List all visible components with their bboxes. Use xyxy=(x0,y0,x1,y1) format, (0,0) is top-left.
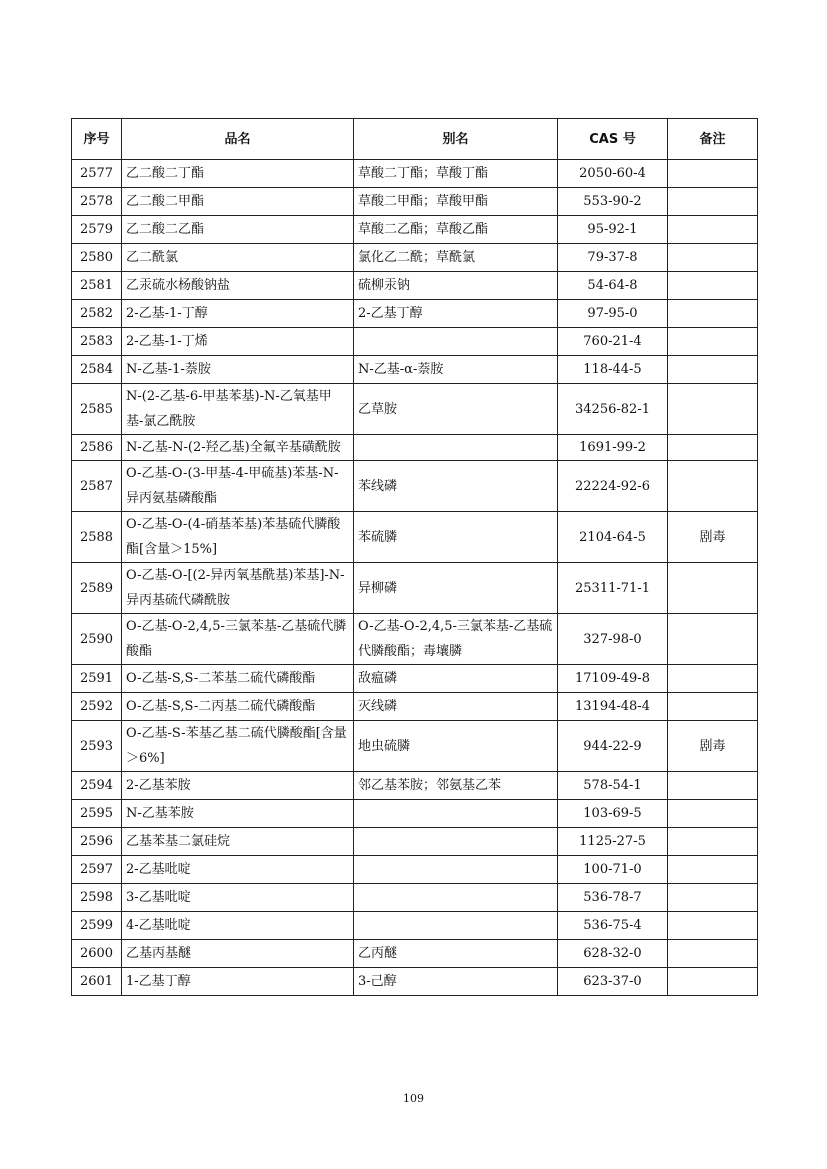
name-cell: 3-乙基吡啶 xyxy=(122,884,354,912)
cas-cell: 22224-92-6 xyxy=(558,461,668,512)
alias-cell: 苯硫膦 xyxy=(354,512,558,563)
table-row xyxy=(72,772,758,800)
table-row xyxy=(72,512,758,563)
table-row xyxy=(72,856,758,884)
alias-cell: 苯线磷 xyxy=(354,461,558,512)
cas-cell: 578-54-1 xyxy=(558,772,668,800)
alias-cell xyxy=(354,912,558,940)
table-row xyxy=(72,884,758,912)
table-row xyxy=(72,693,758,721)
note-cell xyxy=(668,384,758,435)
cas-cell: 97-95-0 xyxy=(558,300,668,328)
alias-cell: 草酸二乙酯；草酸乙酯 xyxy=(354,216,558,244)
note-cell xyxy=(668,356,758,384)
seq-cell: 2594 xyxy=(72,772,122,800)
table-row xyxy=(72,328,758,356)
seq-cell: 2589 xyxy=(72,563,122,614)
name-cell: 乙二酸二乙酯 xyxy=(122,216,354,244)
note-cell xyxy=(668,160,758,188)
name-cell: N-乙基-1-萘胺 xyxy=(122,356,354,384)
alias-cell: 乙丙醚 xyxy=(354,940,558,968)
cas-cell: 34256-82-1 xyxy=(558,384,668,435)
cas-cell: 103-69-5 xyxy=(558,800,668,828)
table-row xyxy=(72,272,758,300)
seq-cell: 2587 xyxy=(72,461,122,512)
table-row xyxy=(72,160,758,188)
table-row xyxy=(72,721,758,772)
cas-cell: 628-32-0 xyxy=(558,940,668,968)
seq-cell: 2584 xyxy=(72,356,122,384)
note-cell xyxy=(668,188,758,216)
cas-cell: 623-37-0 xyxy=(558,968,668,996)
note-cell xyxy=(668,968,758,996)
header-cas: CAS 号 xyxy=(558,119,668,160)
note-cell: 剧毒 xyxy=(668,721,758,772)
name-cell: 2-乙基-1-丁醇 xyxy=(122,300,354,328)
table-row xyxy=(72,188,758,216)
table-row xyxy=(72,968,758,996)
name-cell: 乙基苯基二氯硅烷 xyxy=(122,828,354,856)
note-cell xyxy=(668,912,758,940)
note-cell xyxy=(668,614,758,665)
note-cell xyxy=(668,563,758,614)
name-cell: 乙二酸二甲酯 xyxy=(122,188,354,216)
note-cell xyxy=(668,665,758,693)
seq-cell: 2585 xyxy=(72,384,122,435)
seq-cell: 2598 xyxy=(72,884,122,912)
name-cell: O-乙基-O-2,4,5-三氯苯基-乙基硫代膦酸酯 xyxy=(122,614,354,665)
name-cell: O-乙基-O-(4-硝基苯基)苯基硫代膦酸酯[含量＞15%] xyxy=(122,512,354,563)
note-cell xyxy=(668,884,758,912)
header-note: 备注 xyxy=(668,119,758,160)
cas-cell: 1691-99-2 xyxy=(558,435,668,461)
alias-cell: 邻乙基苯胺；邻氨基乙苯 xyxy=(354,772,558,800)
table-row xyxy=(72,665,758,693)
seq-cell: 2578 xyxy=(72,188,122,216)
note-cell xyxy=(668,244,758,272)
seq-cell: 2600 xyxy=(72,940,122,968)
alias-cell: 草酸二甲酯；草酸甲酯 xyxy=(354,188,558,216)
cas-cell: 2104-64-5 xyxy=(558,512,668,563)
name-cell: 2-乙基-1-丁烯 xyxy=(122,328,354,356)
alias-cell: 敌瘟磷 xyxy=(354,665,558,693)
table-row xyxy=(72,912,758,940)
table-row xyxy=(72,384,758,435)
name-cell: N-乙基-N-(2-羟乙基)全氟辛基磺酰胺 xyxy=(122,435,354,461)
cas-cell: 95-92-1 xyxy=(558,216,668,244)
alias-cell xyxy=(354,884,558,912)
table-row xyxy=(72,614,758,665)
alias-cell: 3-己醇 xyxy=(354,968,558,996)
seq-cell: 2591 xyxy=(72,665,122,693)
seq-cell: 2599 xyxy=(72,912,122,940)
table-row xyxy=(72,563,758,614)
seq-cell: 2583 xyxy=(72,328,122,356)
note-cell xyxy=(668,772,758,800)
table-body xyxy=(72,160,758,996)
name-cell: O-乙基-S,S-二苯基二硫代磷酸酯 xyxy=(122,665,354,693)
seq-cell: 2601 xyxy=(72,968,122,996)
table-row xyxy=(72,461,758,512)
alias-cell: O-乙基-O-2,4,5-三氯苯基-乙基硫代膦酸酯；毒壤膦 xyxy=(354,614,558,665)
name-cell: N-(2-乙基-6-甲基苯基)-N-乙氧基甲基-氯乙酰胺 xyxy=(122,384,354,435)
cas-cell: 760-21-4 xyxy=(558,328,668,356)
header-name: 品名 xyxy=(122,119,354,160)
cas-cell: 100-71-0 xyxy=(558,856,668,884)
name-cell: 4-乙基吡啶 xyxy=(122,912,354,940)
seq-cell: 2593 xyxy=(72,721,122,772)
cas-cell: 2050-60-4 xyxy=(558,160,668,188)
alias-cell: 2-乙基丁醇 xyxy=(354,300,558,328)
alias-cell xyxy=(354,828,558,856)
cas-cell: 553-90-2 xyxy=(558,188,668,216)
alias-cell xyxy=(354,800,558,828)
alias-cell: 硫柳汞钠 xyxy=(354,272,558,300)
cas-cell: 327-98-0 xyxy=(558,614,668,665)
seq-cell: 2586 xyxy=(72,435,122,461)
table-row xyxy=(72,216,758,244)
seq-cell: 2597 xyxy=(72,856,122,884)
name-cell: O-乙基-S,S-二丙基二硫代磷酸酯 xyxy=(122,693,354,721)
seq-cell: 2592 xyxy=(72,693,122,721)
chemical-table xyxy=(71,118,758,996)
table-row xyxy=(72,244,758,272)
cas-cell: 1125-27-5 xyxy=(558,828,668,856)
note-cell xyxy=(668,800,758,828)
note-cell xyxy=(668,216,758,244)
cas-cell: 536-78-7 xyxy=(558,884,668,912)
note-cell xyxy=(668,828,758,856)
name-cell: 1-乙基丁醇 xyxy=(122,968,354,996)
name-cell: 乙汞硫水杨酸钠盐 xyxy=(122,272,354,300)
alias-cell xyxy=(354,435,558,461)
seq-cell: 2581 xyxy=(72,272,122,300)
note-cell xyxy=(668,435,758,461)
name-cell: 乙二酸二丁酯 xyxy=(122,160,354,188)
note-cell xyxy=(668,272,758,300)
cas-cell: 536-75-4 xyxy=(558,912,668,940)
seq-cell: 2596 xyxy=(72,828,122,856)
cas-cell: 944-22-9 xyxy=(558,721,668,772)
seq-cell: 2588 xyxy=(72,512,122,563)
alias-cell: 氯化乙二酰；草酰氯 xyxy=(354,244,558,272)
name-cell: 乙基丙基醚 xyxy=(122,940,354,968)
cas-cell: 25311-71-1 xyxy=(558,563,668,614)
seq-cell: 2590 xyxy=(72,614,122,665)
note-cell xyxy=(668,940,758,968)
table-row xyxy=(72,940,758,968)
name-cell: O-乙基-S-苯基乙基二硫代膦酸酯[含量＞6%] xyxy=(122,721,354,772)
seq-cell: 2582 xyxy=(72,300,122,328)
alias-cell: 乙草胺 xyxy=(354,384,558,435)
page-number: 109 xyxy=(403,1092,424,1105)
cas-cell: 13194-48-4 xyxy=(558,693,668,721)
seq-cell: 2579 xyxy=(72,216,122,244)
note-cell xyxy=(668,693,758,721)
cas-cell: 17109-49-8 xyxy=(558,665,668,693)
name-cell: O-乙基-O-(3-甲基-4-甲硫基)苯基-N-异丙氨基磷酸酯 xyxy=(122,461,354,512)
table-row xyxy=(72,435,758,461)
note-cell xyxy=(668,856,758,884)
note-cell xyxy=(668,461,758,512)
table-row xyxy=(72,300,758,328)
table-row xyxy=(72,828,758,856)
header-alias: 别名 xyxy=(354,119,558,160)
name-cell: O-乙基-O-[(2-异丙氧基酰基)苯基]-N-异丙基硫代磷酰胺 xyxy=(122,563,354,614)
seq-cell: 2580 xyxy=(72,244,122,272)
alias-cell xyxy=(354,856,558,884)
alias-cell xyxy=(354,328,558,356)
cas-cell: 118-44-5 xyxy=(558,356,668,384)
alias-cell: 地虫硫膦 xyxy=(354,721,558,772)
note-cell xyxy=(668,300,758,328)
cas-cell: 79-37-8 xyxy=(558,244,668,272)
note-cell xyxy=(668,328,758,356)
name-cell: N-乙基苯胺 xyxy=(122,800,354,828)
name-cell: 2-乙基苯胺 xyxy=(122,772,354,800)
alias-cell: 草酸二丁酯；草酸丁酯 xyxy=(354,160,558,188)
table-row xyxy=(72,356,758,384)
table-header-row xyxy=(72,119,758,160)
name-cell: 2-乙基吡啶 xyxy=(122,856,354,884)
alias-cell: N-乙基-α-萘胺 xyxy=(354,356,558,384)
header-seq: 序号 xyxy=(72,119,122,160)
alias-cell: 灭线磷 xyxy=(354,693,558,721)
note-cell: 剧毒 xyxy=(668,512,758,563)
name-cell: 乙二酰氯 xyxy=(122,244,354,272)
table-row xyxy=(72,800,758,828)
cas-cell: 54-64-8 xyxy=(558,272,668,300)
seq-cell: 2577 xyxy=(72,160,122,188)
alias-cell: 异柳磷 xyxy=(354,563,558,614)
seq-cell: 2595 xyxy=(72,800,122,828)
